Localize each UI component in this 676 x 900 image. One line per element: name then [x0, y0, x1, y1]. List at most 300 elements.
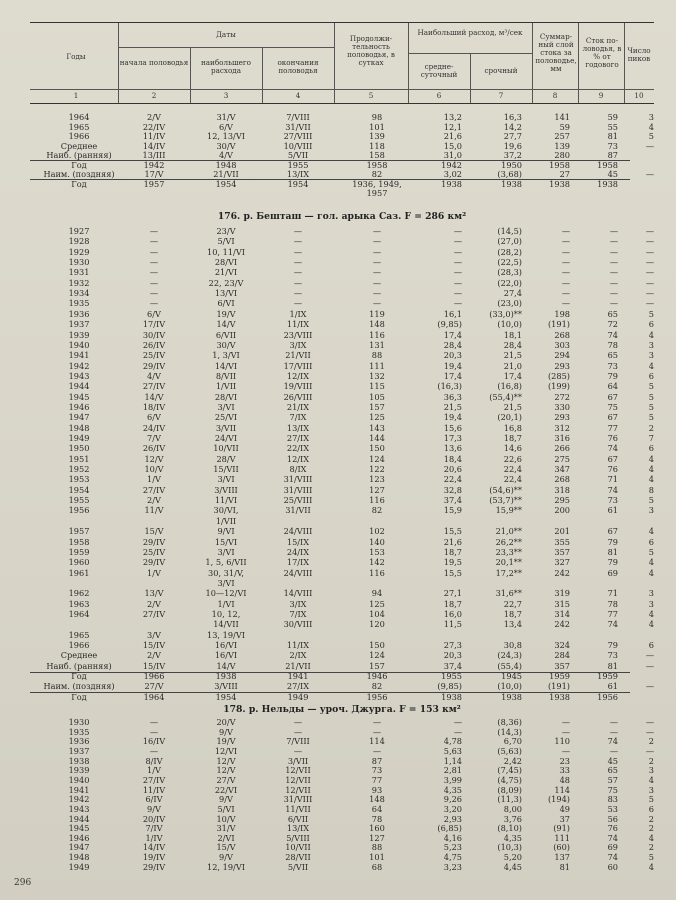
start-flood-cell: 27/IV [142, 774, 166, 785]
end-flood-cell: — [293, 267, 303, 278]
daily-discharge-cell: — [453, 298, 462, 309]
table-row [30, 589, 654, 599]
year-cell: 1937 [68, 745, 90, 756]
runoff-layer-cell: — [561, 277, 570, 288]
table-row [30, 268, 654, 278]
end-flood-cell: — [293, 298, 303, 309]
peaks-cell: 3 [648, 350, 654, 361]
instant-discharge-cell: (24,3) [497, 650, 522, 661]
runoff-pct-cell: 74 [607, 619, 618, 630]
daily-discharge-cell: — [453, 277, 462, 288]
start-flood-cell: — [149, 277, 159, 288]
instant-discharge-cell: 4,35 [503, 832, 522, 843]
runoff-pct-cell: 75 [607, 401, 618, 412]
duration-cell: 82 [371, 505, 383, 516]
runoff-pct-cell: 73 [607, 360, 618, 371]
instant-discharge-cell: (28,2) [497, 246, 522, 257]
instant-discharge-cell: 37,2 [503, 150, 522, 160]
daily-discharge-cell: 1955 [441, 671, 462, 682]
instant-discharge-cell: 18,7 [503, 433, 522, 443]
max-flow-date-cell: 6/VI [217, 298, 235, 309]
runoff-layer-cell: (285) [547, 370, 570, 381]
instant-discharge-cell: (14,5) [497, 226, 522, 236]
table-row [30, 718, 654, 728]
header-col-number: 10 [634, 91, 644, 100]
instant-discharge-cell: (14,3) [497, 726, 522, 737]
peaks-cell: 5 [648, 391, 654, 402]
daily-discharge-cell: 4,78 [443, 736, 462, 747]
runoff-pct-cell: 81 [607, 131, 618, 141]
max-flow-date-cell: 3/VIII [214, 484, 238, 495]
peaks-cell: 2 [648, 823, 654, 834]
year-cell: 1964 [68, 608, 90, 619]
year-cell: 1940 [68, 339, 90, 350]
end-flood-cell: 12/VII [285, 784, 311, 795]
end-flood-cell: 7/IX [289, 608, 307, 619]
max-flow-date-cell: 10, 11/VI [207, 246, 245, 257]
header-dates-rule [118, 47, 334, 48]
table-row [30, 506, 654, 516]
table-row [30, 455, 654, 465]
year-cell: 1947 [68, 842, 90, 853]
start-flood-cell: 20/IV [142, 813, 166, 824]
runoff-layer-cell: — [561, 745, 570, 756]
runoff-pct-cell: — [609, 726, 618, 737]
daily-discharge-cell: 2,93 [443, 813, 462, 824]
runoff-layer-cell: (60) [553, 842, 570, 853]
header-rule [30, 89, 654, 90]
runoff-layer-cell: — [561, 236, 570, 247]
max-flow-date-cell: 3/VIII [214, 681, 238, 692]
year-cell: 1943 [68, 370, 90, 381]
runoff-pct-cell: 67 [607, 453, 618, 464]
instant-discharge-cell: 18,1 [503, 329, 522, 340]
header-col-number: 4 [295, 91, 301, 100]
daily-discharge-cell: 15,6 [443, 422, 462, 433]
daily-discharge-cell: 15,0 [443, 140, 462, 151]
year-cell: 1929 [68, 246, 90, 257]
start-flood-cell: 12/V [144, 453, 164, 464]
end-flood-cell: 15/IX [286, 536, 310, 547]
year-cell: 1953 [68, 474, 90, 485]
daily-discharge-cell: — [453, 717, 462, 727]
max-flow-date-cell: 1954 [215, 178, 237, 189]
peaks-cell: 5 [648, 546, 654, 557]
peaks-cell: 5 [648, 794, 654, 805]
duration-cell: 120 [369, 619, 385, 630]
end-flood-cell: 25/VIII [283, 495, 313, 506]
runoff-layer-cell: 284 [554, 650, 570, 661]
table-row [30, 475, 654, 485]
duration-cell: 127 [369, 484, 385, 495]
start-flood-cell: 3/V [147, 629, 161, 640]
duration-cell: 94 [371, 588, 383, 599]
table-row [30, 382, 654, 392]
end-flood-cell: 27/VIII [283, 131, 313, 141]
daily-discharge-cell: 20,3 [443, 650, 462, 661]
runoff-pct-cell: 67 [607, 412, 618, 423]
duration-cell: 68 [371, 861, 383, 872]
peaks-cell: 4 [648, 608, 654, 619]
daily-discharge-cell: 1938 [441, 178, 462, 189]
runoff-pct-cell: — [609, 288, 618, 299]
end-flood-cell: 12/VII [285, 774, 311, 785]
instant-discharge-cell: (54,6)** [489, 484, 522, 495]
table-row [30, 569, 654, 579]
year-cell: 1930 [68, 257, 90, 268]
runoff-pct-cell: 56 [607, 813, 618, 824]
instant-discharge-cell: 17,4 [503, 370, 522, 381]
duration-cell: — [372, 257, 382, 268]
runoff-layer-cell: — [561, 726, 570, 737]
year-cell: 1935 [68, 298, 90, 309]
peaks-cell: 2 [648, 422, 654, 433]
start-flood-cell: 1/V [147, 567, 161, 578]
max-flow-date-cell: 12/V [216, 765, 236, 776]
start-flood-cell: 17/IV [142, 319, 166, 330]
table-row [30, 693, 654, 703]
peaks-cell: 4 [648, 464, 654, 475]
daily-discharge-cell: — [453, 726, 462, 737]
runoff-pct-cell: 59 [607, 112, 618, 122]
start-flood-cell: 14/IV [142, 140, 166, 151]
instant-discharge-cell: 21,0 [503, 360, 522, 371]
runoff-layer-cell: 37 [559, 813, 570, 824]
header-max-flow: наибольшего расхода [200, 58, 252, 75]
duration-cell: 1958 [366, 159, 388, 170]
daily-discharge-cell: 1938 [441, 691, 462, 702]
peaks-cell: — [645, 660, 654, 671]
year-cell: 1941 [68, 784, 90, 795]
instant-discharge-cell: 22,4 [503, 474, 522, 485]
year-cell: Год [71, 671, 87, 682]
runoff-pct-cell: 73 [607, 650, 618, 661]
duration-cell: 157 [369, 660, 385, 671]
runoff-pct-cell: — [609, 717, 618, 727]
start-flood-cell: 1957 [143, 178, 165, 189]
year-cell: 1941 [68, 350, 90, 361]
runoff-layer-cell: 242 [554, 567, 570, 578]
daily-discharge-cell: 5,23 [443, 842, 462, 853]
table-row [30, 579, 654, 589]
table-row [30, 444, 654, 454]
instant-discharge-cell: 13,4 [503, 619, 522, 630]
peaks-cell: 5 [648, 852, 654, 863]
max-flow-date-cell: 1/VI [217, 598, 235, 609]
duration-cell: — [372, 726, 382, 737]
year-cell: 1942 [68, 794, 90, 805]
instant-discharge-cell: 21,0** [495, 526, 522, 537]
peaks-cell: — [645, 650, 654, 661]
year-cell: 1960 [68, 557, 90, 568]
runoff-pct-cell: 1958 [597, 159, 618, 170]
runoff-pct-cell: 72 [607, 319, 618, 330]
table-row [30, 403, 654, 413]
duration-cell: 77 [371, 774, 383, 785]
start-flood-cell: 14/V [144, 391, 164, 402]
col-divider [334, 23, 335, 103]
year-cell: 1931 [68, 267, 90, 278]
runoff-pct-cell: 64 [607, 381, 618, 392]
runoff-layer-cell: 48 [559, 774, 570, 785]
runoff-layer-cell: 272 [554, 391, 570, 402]
peaks-cell: — [645, 681, 654, 692]
instant-discharge-cell: 8,00 [503, 803, 522, 814]
table-row [30, 362, 654, 372]
runoff-pct-cell: — [609, 277, 618, 288]
duration-cell: 98 [371, 112, 383, 122]
runoff-layer-cell: 347 [554, 464, 570, 475]
header-instant: срочный [484, 66, 518, 75]
runoff-layer-cell: 81 [559, 861, 570, 872]
end-flood-cell: 21/VII [285, 660, 311, 671]
runoff-pct-cell: 79 [607, 640, 618, 650]
runoff-pct-cell: 73 [607, 140, 618, 151]
runoff-pct-cell: 79 [607, 557, 618, 568]
table-row [30, 538, 654, 548]
start-flood-cell: 29/IV [142, 557, 166, 568]
daily-discharge-cell: 27,1 [443, 588, 462, 599]
runoff-pct-cell: 61 [607, 505, 618, 516]
instant-discharge-cell: (33,0)** [489, 308, 522, 319]
table-row [30, 517, 654, 527]
runoff-layer-cell: 324 [554, 640, 570, 650]
max-flow-date-cell: 5/VI [217, 236, 235, 247]
max-flow-date-cell: 31/V [216, 823, 236, 834]
runoff-pct-cell: 71 [607, 588, 618, 599]
daily-discharge-cell: (9,85) [437, 319, 462, 330]
peaks-cell: — [645, 236, 654, 247]
year-cell: 1937 [68, 319, 90, 330]
end-flood-cell: 12/IX [286, 453, 310, 464]
start-flood-cell: 2/V [147, 112, 161, 122]
year-cell: 1965 [68, 629, 90, 640]
max-flow-date-cell: 11/VI [214, 495, 238, 506]
year-cell: 1932 [68, 277, 90, 288]
runoff-layer-cell: 1938 [549, 178, 570, 189]
runoff-layer-cell: — [561, 288, 570, 299]
instant-discharge-cell: 1938 [501, 691, 522, 702]
year-cell: 1936 [68, 308, 90, 319]
max-flow-date-cell: 1, 3/VI [212, 350, 240, 361]
runoff-pct-cell: 67 [607, 391, 618, 402]
max-flow-date-cell: 19/V [216, 736, 236, 747]
table-row [30, 641, 654, 651]
runoff-layer-cell: 139 [554, 140, 570, 151]
daily-discharge-cell: 17,4 [443, 329, 462, 340]
end-flood-cell: 14/VIII [283, 588, 313, 599]
year-cell: 1944 [68, 813, 90, 824]
end-flood-cell: 1949 [287, 691, 309, 702]
max-flow-date-cell: 9/V [219, 726, 233, 737]
runoff-pct-cell: 78 [607, 339, 618, 350]
end-flood-cell: 1954 [287, 178, 309, 189]
runoff-layer-cell: — [561, 257, 570, 268]
year-cell: 1965 [68, 121, 90, 132]
instant-discharge-cell: 14,6 [503, 443, 522, 454]
start-flood-cell: 7/IV [145, 823, 163, 834]
end-flood-cell: 31/VII [285, 121, 311, 132]
header-col-number: 1 [73, 91, 79, 100]
runoff-layer-cell: 33 [559, 765, 570, 776]
year-cell: 1952 [68, 464, 90, 475]
daily-discharge-cell: 5,63 [443, 745, 462, 756]
duration-cell: 82 [371, 681, 383, 692]
table-row [30, 558, 654, 568]
header-years: Годы [66, 52, 86, 61]
instant-discharge-cell: 4,45 [503, 861, 522, 872]
start-flood-cell: 2/V [147, 650, 161, 661]
start-flood-cell: 7/V [147, 433, 161, 443]
runoff-pct-cell: 74 [607, 832, 618, 843]
duration-cell: — [372, 246, 382, 257]
instant-discharge-cell: 22,6 [503, 453, 522, 464]
daily-discharge-cell: (9,85) [437, 681, 462, 692]
runoff-pct-cell: 75 [607, 784, 618, 795]
daily-discharge-cell: 37,4 [443, 495, 462, 506]
year-cell: 1942 [68, 360, 90, 371]
max-flow-date-cell: 4/V [219, 150, 233, 160]
start-flood-cell: 30/IV [142, 329, 166, 340]
runoff-pct-cell: 1959 [597, 671, 618, 682]
summary-rule [30, 672, 630, 673]
year-cell: 1934 [68, 288, 90, 299]
runoff-layer-cell: 257 [554, 131, 570, 141]
max-flow-date-cell: 10—12/VI [205, 588, 247, 599]
instant-discharge-cell: (23,0) [497, 298, 522, 309]
start-flood-cell: 4/V [147, 370, 161, 381]
daily-discharge-cell: 3,23 [443, 861, 462, 872]
runoff-layer-cell: 200 [554, 505, 570, 516]
end-flood-cell: — [293, 745, 303, 756]
peaks-cell: — [645, 226, 654, 236]
start-flood-cell: — [149, 745, 159, 756]
daily-discharge-cell: 21,6 [443, 536, 462, 547]
duration-cell: 153 [369, 546, 385, 557]
instant-discharge-cell: (20,1) [497, 412, 522, 423]
summary-rule [30, 179, 630, 180]
peaks-cell: 5 [648, 412, 654, 423]
runoff-layer-cell: 355 [554, 536, 570, 547]
daily-discharge-cell: 3,20 [443, 803, 462, 814]
runoff-layer-cell: 303 [554, 339, 570, 350]
start-flood-cell: 16/IV [142, 736, 166, 747]
duration-cell: — [372, 745, 382, 756]
end-flood-cell: 8/IX [289, 464, 307, 475]
peaks-cell: 3 [648, 588, 654, 599]
peaks-cell: 6 [648, 536, 654, 547]
start-flood-cell: — [149, 298, 159, 309]
max-flow-date-cell: 21/VII [213, 169, 239, 179]
runoff-pct-cell: 69 [607, 842, 618, 853]
duration-cell: 88 [371, 350, 383, 361]
runoff-pct-cell: 77 [607, 608, 618, 619]
end-flood-cell: 23/VIII [283, 329, 313, 340]
peaks-cell: 3 [648, 784, 654, 795]
end-flood-cell: 31/VIII [283, 794, 313, 805]
peaks-cell: 3 [648, 339, 654, 350]
instant-discharge-cell: (4,75) [497, 774, 522, 785]
start-flood-cell: 27/IV [142, 381, 166, 392]
duration-cell: 160 [369, 823, 385, 834]
instant-discharge-cell: (55,4)** [489, 391, 522, 402]
peaks-cell: — [645, 246, 654, 257]
table-row [30, 372, 654, 382]
end-flood-cell: 7/IX [289, 412, 307, 423]
duration-cell: 142 [369, 557, 385, 568]
runoff-pct-cell: 65 [607, 765, 618, 776]
peaks-cell: 4 [648, 453, 654, 464]
table-row [30, 331, 654, 341]
start-flood-cell: 15/IV [142, 640, 166, 650]
table-row [30, 737, 654, 747]
header-dates: Даты [216, 30, 236, 39]
daily-discharge-cell: 15,5 [443, 526, 462, 537]
header-runoff-pct: Сток по- ловодья, в % от годового [582, 36, 622, 69]
daily-discharge-cell: 22,4 [443, 474, 462, 485]
year-cell: 1940 [68, 774, 90, 785]
peaks-cell: 4 [648, 360, 654, 371]
header-col-number: 2 [151, 91, 157, 100]
duration-cell: 148 [369, 319, 385, 330]
max-flow-date-cell: 12/VI [214, 745, 238, 756]
peaks-cell: 4 [648, 526, 654, 537]
peaks-cell: 6 [648, 370, 654, 381]
year-cell: 1939 [68, 765, 90, 776]
daily-discharge-cell: 31,0 [443, 150, 462, 160]
daily-discharge-cell: 20,6 [443, 464, 462, 475]
header-col-number: 5 [368, 91, 374, 100]
max-flow-date-cell: 5/VI [217, 803, 235, 814]
year-cell: 1938 [68, 755, 90, 766]
max-flow-date-cell: 31/V [216, 112, 236, 122]
table-row [30, 279, 654, 289]
daily-discharge-cell: — [453, 288, 462, 299]
table-row [30, 258, 654, 268]
instant-discharge-cell: 22,4 [503, 464, 522, 475]
table-row [30, 527, 654, 537]
daily-discharge-cell: 4,75 [443, 852, 462, 863]
peaks-cell: 6 [648, 803, 654, 814]
max-flow-date-cell: 13, 19/VI [207, 629, 245, 640]
runoff-pct-cell: 73 [607, 495, 618, 506]
max-flow-date-cell: 1, 5, 6/VII [205, 557, 247, 568]
duration-cell: — [372, 226, 382, 236]
peaks-cell: — [645, 267, 654, 278]
duration-cell: — [372, 298, 382, 309]
table-row [30, 351, 654, 361]
header-col-number: 9 [598, 91, 604, 100]
runoff-layer-cell: 294 [554, 350, 570, 361]
duration-cell: 105 [369, 391, 385, 402]
start-flood-cell: 2/V [147, 495, 161, 506]
year-cell: 1961 [68, 567, 90, 578]
end-flood-cell: 11/VII [285, 803, 311, 814]
daily-discharge-cell: 18,4 [443, 453, 462, 464]
runoff-pct-cell: — [609, 745, 618, 756]
year-cell: 1935 [68, 726, 90, 737]
duration-cell: 119 [369, 308, 385, 319]
runoff-pct-cell: 45 [607, 169, 618, 179]
year-cell: 1945 [68, 391, 90, 402]
runoff-pct-cell: 76 [607, 823, 618, 834]
start-flood-cell: 27/IV [142, 608, 166, 619]
instant-discharge-cell: (10,3) [497, 842, 522, 853]
runoff-layer-cell: 312 [554, 422, 570, 433]
daily-discharge-cell: (16,3) [437, 381, 462, 392]
table-row [30, 248, 654, 258]
peaks-cell: — [645, 288, 654, 299]
